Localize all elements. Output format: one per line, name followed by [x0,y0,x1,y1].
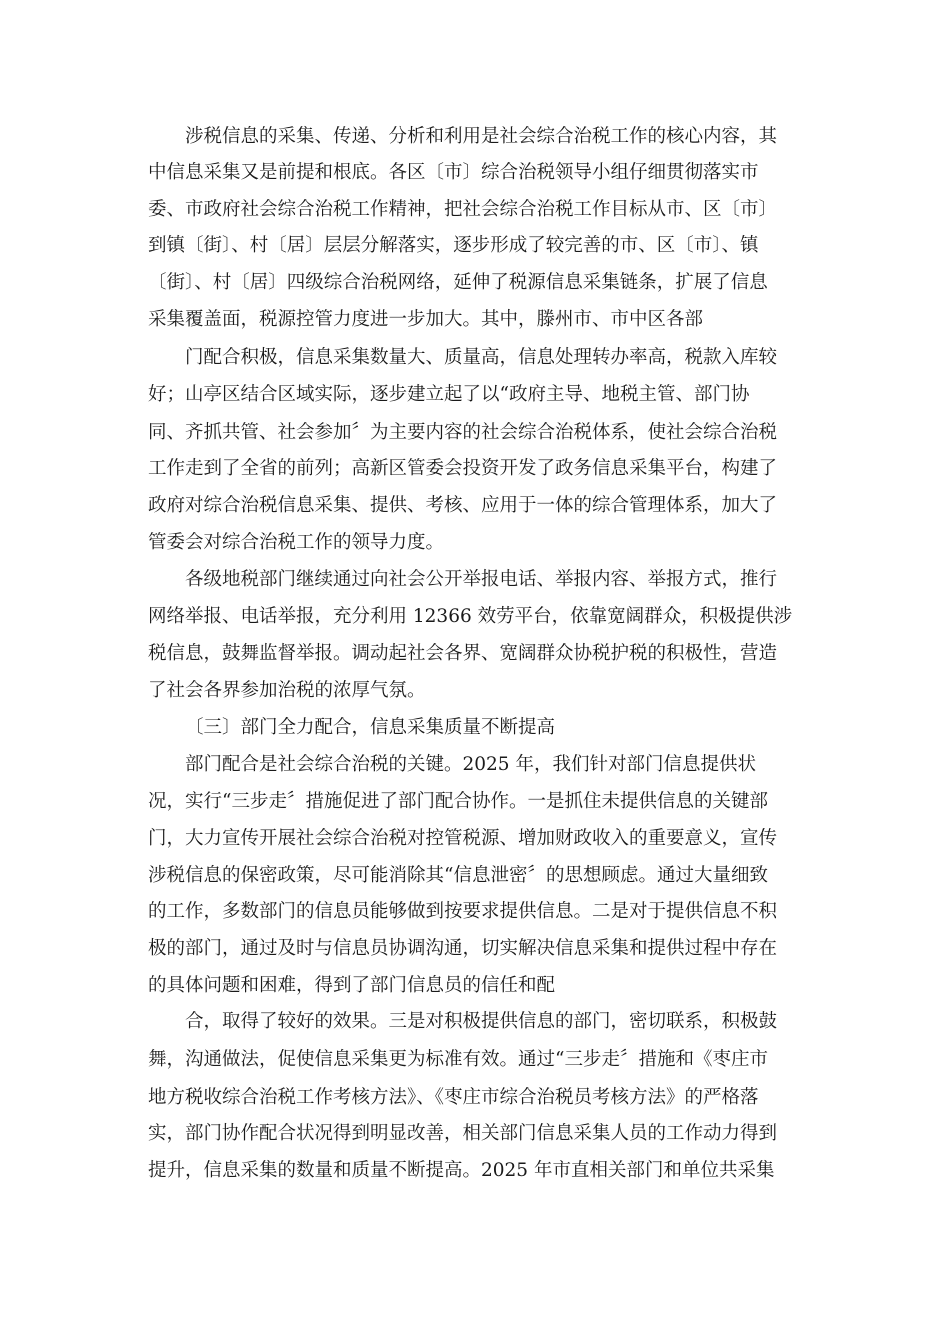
paragraph-line: 管委会对综合治税工作的领导力度。 [148,532,445,553]
paragraph-line: 各级地税部门继续通过向社会公开举报电话、举报内容、举报方式，推行 [185,569,778,590]
paragraph-line: 地方税收综合治税工作考核方法》、《枣庄市综合治税员考核方法》的严格落 [148,1087,759,1108]
paragraph-line: 的工作，多数部门的信息员能够做到按要求提供信息。二是对于提供信息不积 [148,901,778,922]
paragraph-line: 〔街〕、村〔居〕四级综合治税网络，延伸了税源信息采集链条，扩展了信息 [148,272,768,293]
paragraph-line: 到镇〔街〕、村〔居〕层层分解落实，逐步形成了较完善的市、区〔市〕、镇 [148,235,759,256]
paragraph-line: 提升，信息采集的数量和质量不断提高。2025 年市直相关部门和单位共采集 [148,1160,775,1181]
paragraph-line: 涉税信息的采集、传递、分析和利用是社会综合治税工作的核心内容，其 [185,126,778,147]
paragraph-line: 政府对综合治税信息采集、提供、考核、应用于一体的综合管理体系，加大了 [148,495,778,516]
paragraph-line: 网络举报、电话举报，充分利用 12366 效劳平台，依靠宽阔群众，积极提供涉 [148,606,793,627]
paragraph-line: 中信息采集又是前提和根底。各区〔市〕综合治税领导小组仔细贯彻落实市 [148,162,759,183]
paragraph-line: 委、市政府社会综合治税工作精神，把社会综合治税工作目标从市、区〔市〕 [148,199,778,220]
paragraph-line: 同、齐抓共管、社会参加〞为主要内容的社会综合治税体系，使社会综合治税 [148,422,778,443]
paragraph-line: 涉税信息的保密政策，尽可能消除其“信息泄密〞的思想顾虑。通过大量细致 [148,865,768,886]
paragraph-line: 实，部门协作配合状况得到明显改善，相关部门信息采集人员的工作动力得到 [148,1123,778,1144]
paragraph-line: 极的部门，通过及时与信息员协调沟通，切实解决信息采集和提供过程中存在 [148,938,778,959]
paragraph-line: 门，大力宣传开展社会综合治税对控管税源、增加财政收入的重要意义，宣传 [148,828,778,849]
paragraph-line: 舞，沟通做法，促使信息采集更为标准有效。通过“三步走〞措施和《枣庄市 [148,1049,768,1070]
paragraph-line: 况，实行“三步走〞措施促进了部门配合协作。一是抓住未提供信息的关键部 [148,791,768,812]
paragraph-line: 工作走到了全省的前列；高新区管委会投资开发了政务信息采集平台，构建了 [148,458,778,479]
paragraph-line: 采集覆盖面，税源控管力度进一步加大。其中，滕州市、市中区各部 [148,309,704,330]
paragraph-line: 了社会各界参加治税的浓厚气氛。 [148,680,426,701]
section-heading: 〔三〕部门全力配合，信息采集质量不断提高 [185,717,556,738]
paragraph-line: 部门配合是社会综合治税的关键。2025 年，我们针对部门信息提供状 [185,754,756,775]
paragraph-line: 税信息，鼓舞监督举报。调动起社会各界、宽阔群众协税护税的积极性，营造 [148,643,778,664]
paragraph-line: 的具体问题和困难，得到了部门信息员的信任和配 [148,975,556,996]
paragraph-line: 合，取得了较好的效果。三是对积极提供信息的部门，密切联系，积极鼓 [185,1011,778,1032]
paragraph-line: 好；山亭区结合区域实际，逐步建立起了以“政府主导、地税主管、部门协 [148,384,750,405]
paragraph-line: 门配合积极，信息采集数量大、质量高，信息处理转办率高，税款入库较 [185,347,778,368]
